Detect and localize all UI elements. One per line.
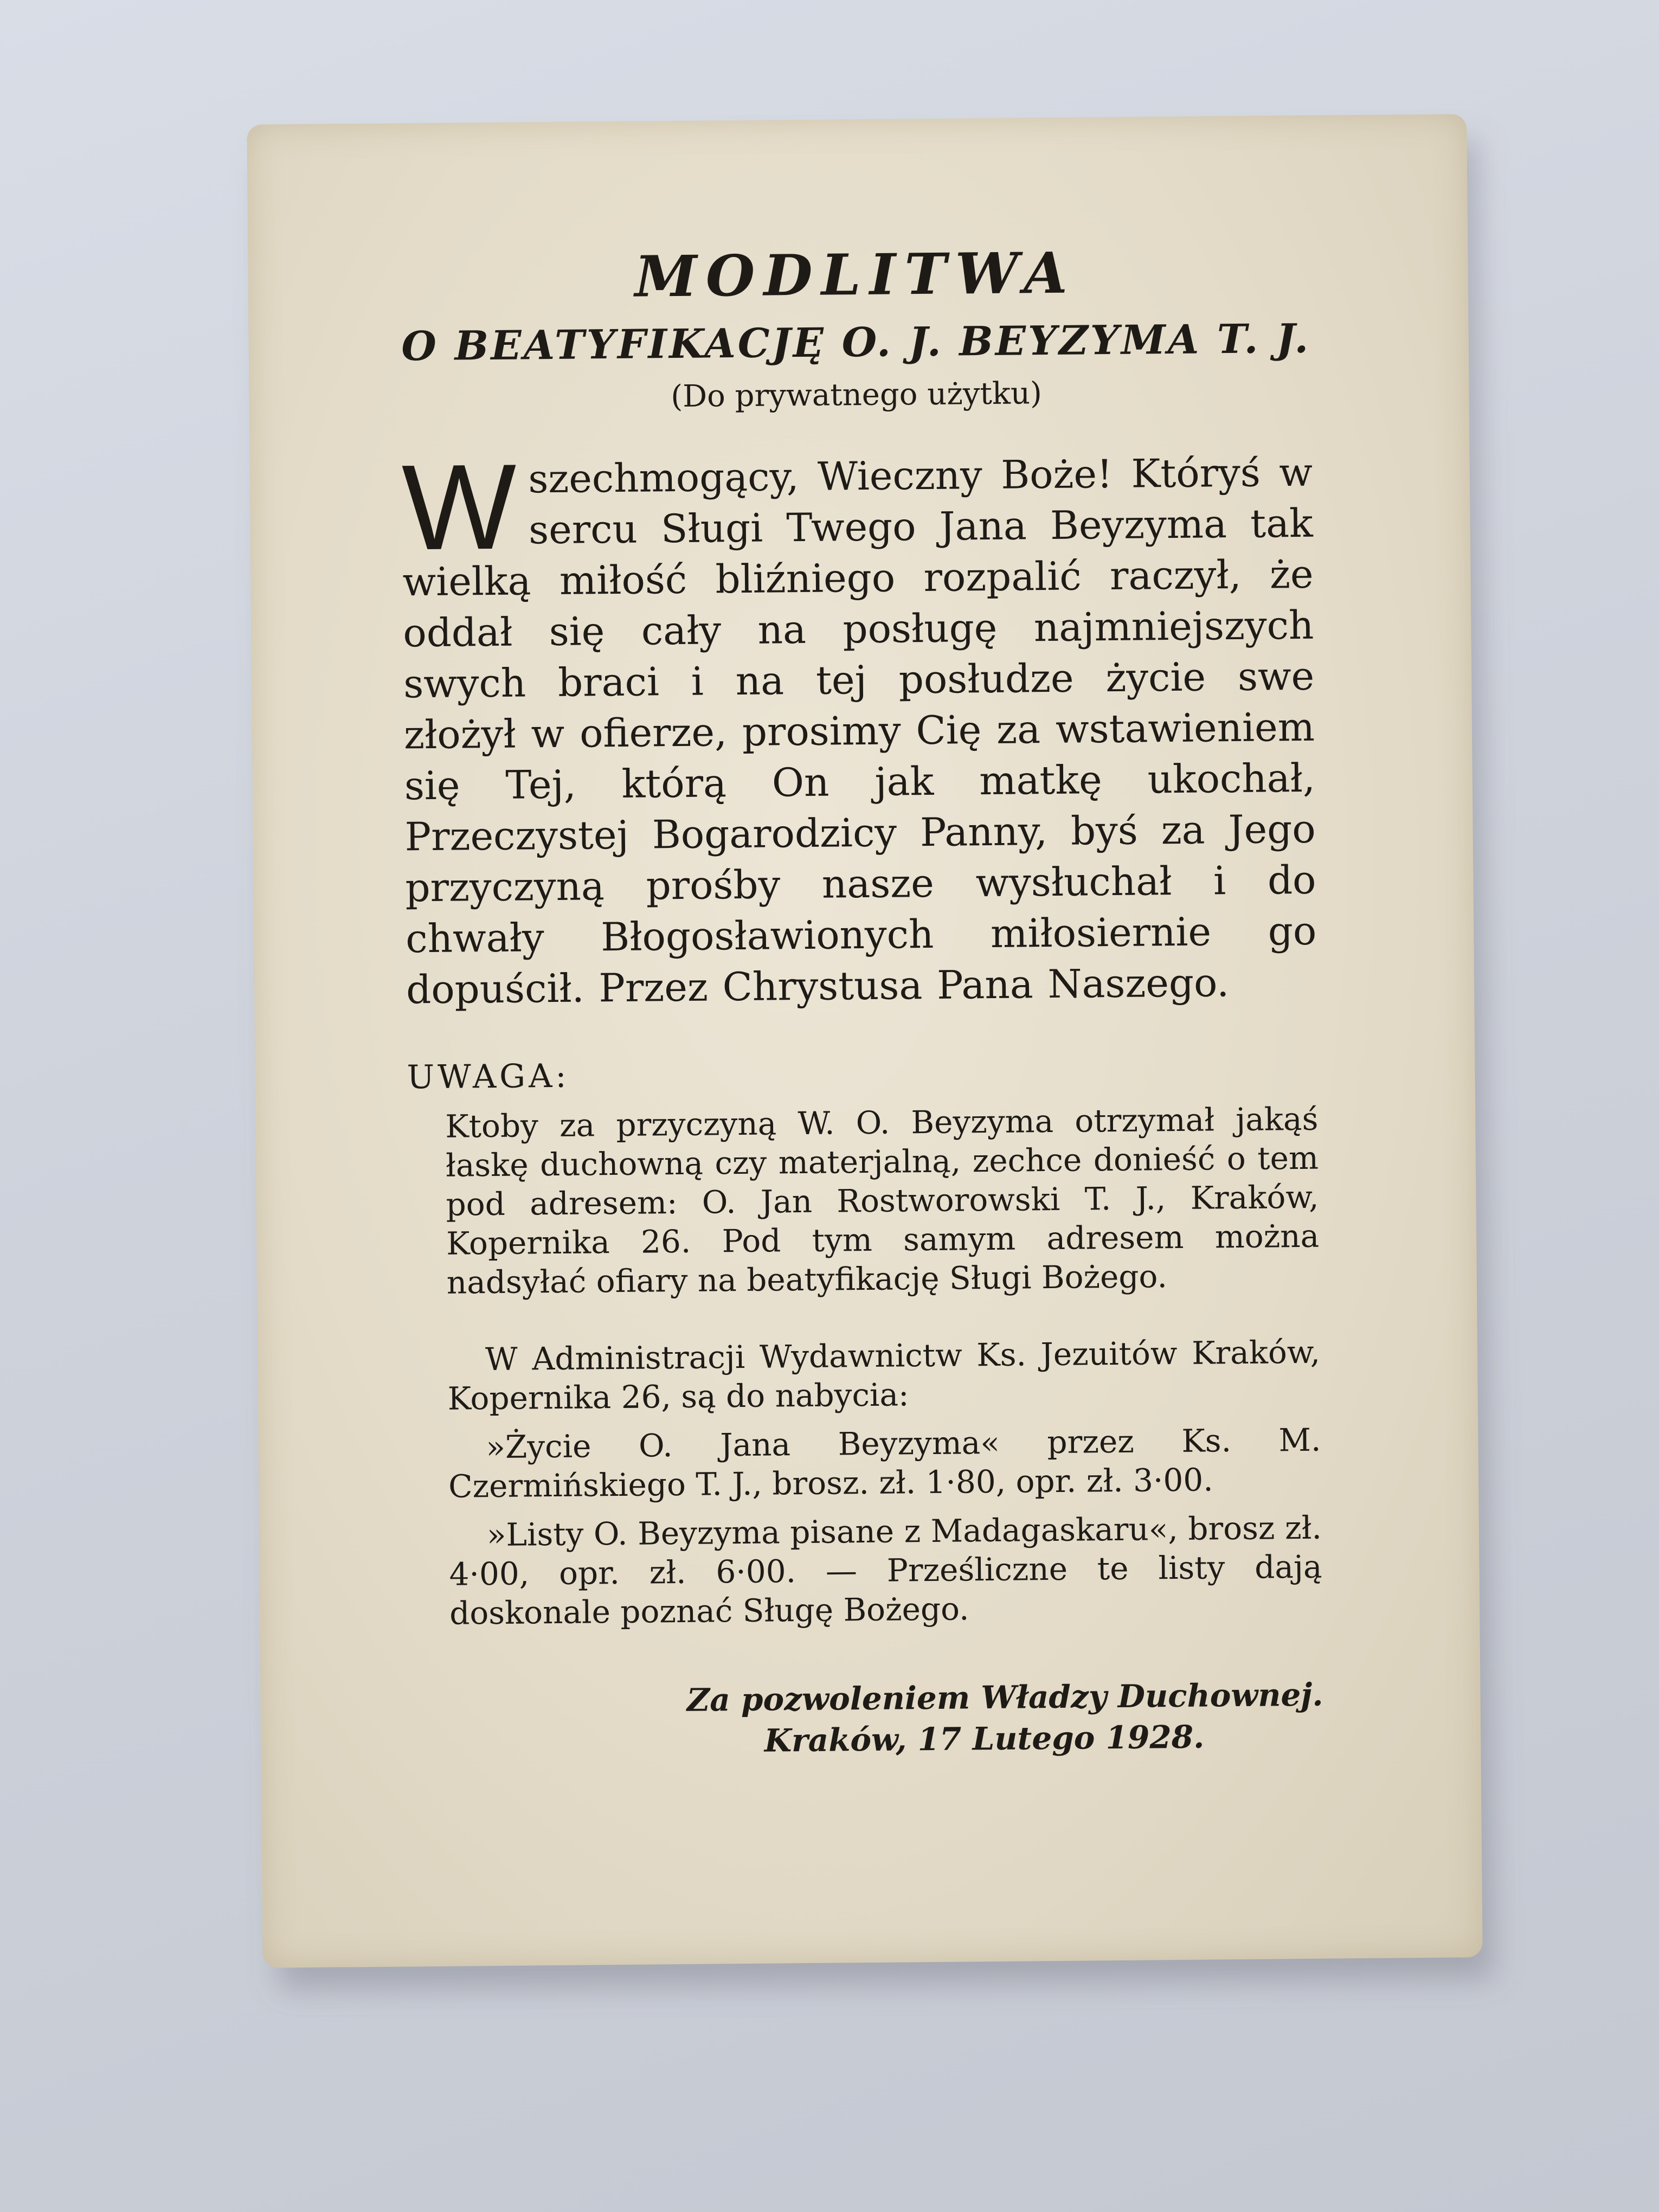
permission-line: Za pozwoleniem Władzy Duchownej. xyxy=(686,1676,1323,1719)
publication-item-zycie: »Życie O. Jana Beyzyma« przez Ks. M. Czermińskiego T. J., brosz. zł. 1·80, opr. zł. 3·00. xyxy=(448,1421,1321,1505)
prayer-drop-cap: W xyxy=(401,439,517,576)
administration-intro: W Administracji Wydawnictw Ks. Jezuitów Kraków, Kopernika 26, są do nabycia: xyxy=(447,1333,1321,1417)
permission-date: Kraków, 17 Lutego 1928. xyxy=(764,1718,1205,1759)
prayer-body: szechmogący, Wieczny Boże! Któryś w sercu Sługi Twego Jana Beyzyma tak wielką miłość bliźniego rozpalić raczył, że oddał się cały na posługę najmniejszych swych braci i na tej posłudze życie swe złożył w ofierze, prosimy Cię za wstawieniem się Tej, którą On jak matkę ukochał, Przeczystej Bogarodzicy Panny, byś za Jego przyczyną prośby nasze wysłuchał i do chwały Błogosławionych miłosiernie go dopuścił. Przez Chrystusa Pana Naszego. xyxy=(402,449,1317,1013)
card-content xyxy=(400,240,1323,1764)
publication-item-listy: »Listy O. Beyzyma pisane z Madagaskaru«, brosz zł. 4·00, opr. zł. 6·00. — Prześliczne te listy dają doskonale poznać Sługę Bożego. xyxy=(449,1509,1322,1632)
prayer-text-block xyxy=(401,439,1317,1015)
uwaga-body: Ktoby za przyczyną W. O. Beyzyma otrzymał jakąś łaskę duchowną czy materjalną, zechce donieść o tem pod adresem: O. Jan Rostworowski T. J., Kraków, Kopernika 26. Pod tym samym adresem można nadsyłać ofiary na beatyfikację Sługi Bożego. xyxy=(445,1100,1320,1301)
private-use-note: (Do prywatnego użytku) xyxy=(671,375,1043,414)
card-title: MODLITWA xyxy=(634,239,1077,310)
prayer-card xyxy=(247,114,1483,1968)
card-subtitle: O BEATYFIKACJĘ O. J. BEYZYMA T. J. xyxy=(401,316,1311,370)
uwaga-heading: UWAGA: xyxy=(407,1057,570,1097)
church-permission xyxy=(412,1674,1323,1764)
